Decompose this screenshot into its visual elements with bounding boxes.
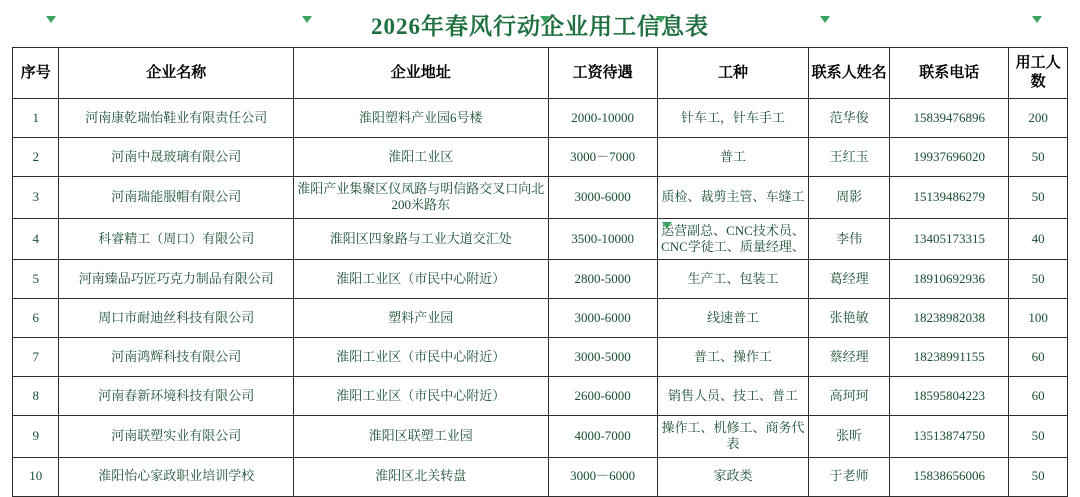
cell-contact-name: 李伟: [809, 218, 890, 260]
cell-phone: 13405173315: [890, 218, 1009, 260]
decorative-marker-icon: [1032, 16, 1042, 23]
cell-phone: 18910692936: [890, 260, 1009, 299]
cell-headcount: 200: [1009, 99, 1068, 138]
table-header-row: [13, 48, 1068, 99]
cell-company-address: 塑料产业园: [293, 299, 548, 338]
column-header-phone: 联系电话: [890, 48, 1009, 99]
cell-company-name: 科睿精工（周口）有限公司: [59, 218, 293, 260]
cell-headcount: 50: [1009, 457, 1068, 496]
cell-job-type: 线速普工: [657, 299, 809, 338]
cell-job-type: 质检、裁剪主管、车缝工: [657, 177, 809, 219]
column-header-company-address: 企业地址: [293, 48, 548, 99]
cell-index: 7: [13, 338, 59, 377]
cell-company-name: 河南鸿辉科技有限公司: [59, 338, 293, 377]
cell-wage: 3000-5000: [548, 338, 657, 377]
decorative-marker-icon: [820, 16, 830, 23]
cell-index: 9: [13, 416, 59, 458]
decorative-marker-icon: [46, 16, 56, 23]
cell-wage: 3000-6000: [548, 177, 657, 219]
cell-headcount: 100: [1009, 299, 1068, 338]
cell-contact-name: 蔡经理: [809, 338, 890, 377]
cell-index: 8: [13, 377, 59, 416]
cell-wage: 2600-6000: [548, 377, 657, 416]
cell-wage: 3500-10000: [548, 218, 657, 260]
cell-company-address: 淮阳工业区: [293, 138, 548, 177]
cell-contact-name: 张昕: [809, 416, 890, 458]
cell-contact-name: 范华俊: [809, 99, 890, 138]
cell-wage: 3000－7000: [548, 138, 657, 177]
cell-index: 5: [13, 260, 59, 299]
column-header-headcount: 用工人数: [1009, 48, 1068, 99]
cell-wage: 3000-6000: [548, 299, 657, 338]
decorative-marker-icon: [656, 16, 666, 23]
cell-company-name: 河南臻品巧匠巧克力制品有限公司: [59, 260, 293, 299]
decorative-marker-icon: [540, 16, 550, 23]
cell-index: 3: [13, 177, 59, 219]
cell-headcount: 50: [1009, 177, 1068, 219]
cell-index: 1: [13, 99, 59, 138]
cell-contact-name: 王红玉: [809, 138, 890, 177]
cell-phone: 18238991155: [890, 338, 1009, 377]
cell-phone: 19937696020: [890, 138, 1009, 177]
cell-company-name: 周口市耐迪丝科技有限公司: [59, 299, 293, 338]
cell-job-type: 普工: [657, 138, 809, 177]
decorative-marker-icon: [302, 16, 312, 23]
cell-job-type: 普工、操作工: [657, 338, 809, 377]
cell-company-name: 河南康乾瑞怡鞋业有限责任公司: [59, 99, 293, 138]
cell-company-address: 淮阳产业集聚区仪凤路与明信路交叉口向北200米路东: [293, 177, 548, 219]
cell-phone: 15839476896: [890, 99, 1009, 138]
cell-contact-name: 于老师: [809, 457, 890, 496]
cell-index: 4: [13, 218, 59, 260]
cell-wage: 4000-7000: [548, 416, 657, 458]
column-header-contact-name: 联系人姓名: [809, 48, 890, 99]
table-row: [13, 177, 1068, 219]
table-row: [13, 99, 1068, 138]
cell-headcount: 60: [1009, 338, 1068, 377]
cell-contact-name: 周影: [809, 177, 890, 219]
cell-job-type: 操作工、机修工、商务代表: [657, 416, 809, 458]
cell-phone: 18238982038: [890, 299, 1009, 338]
decorative-marker-icon: [662, 222, 672, 229]
cell-headcount: 50: [1009, 138, 1068, 177]
cell-wage: 2000-10000: [548, 99, 657, 138]
cell-index: 2: [13, 138, 59, 177]
cell-phone: 13513874750: [890, 416, 1009, 458]
cell-phone: 15838656006: [890, 457, 1009, 496]
table-row: [13, 416, 1068, 458]
cell-contact-name: 葛经理: [809, 260, 890, 299]
cell-company-address: 淮阳塑料产业园6号楼: [293, 99, 548, 138]
cell-job-type: 针车工，针车手工: [657, 99, 809, 138]
cell-contact-name: 张艳敏: [809, 299, 890, 338]
cell-wage: 3000－6000: [548, 457, 657, 496]
cell-job-type: 运营副总、CNC技术员、CNC学徒工、质量经理、: [657, 218, 809, 260]
cell-index: 6: [13, 299, 59, 338]
column-header-index: 序号: [13, 48, 59, 99]
cell-company-address: 淮阳工业区（市民中心附近）: [293, 338, 548, 377]
cell-phone: 18595804223: [890, 377, 1009, 416]
table-row: [13, 457, 1068, 496]
cell-headcount: 40: [1009, 218, 1068, 260]
column-header-job-type: 工种: [657, 48, 809, 99]
table-row: [13, 138, 1068, 177]
cell-company-name: 河南中晟玻璃有限公司: [59, 138, 293, 177]
cell-index: 10: [13, 457, 59, 496]
cell-company-name: 淮阳怡心家政职业培训学校: [59, 457, 293, 496]
cell-company-address: 淮阳区联塑工业园: [293, 416, 548, 458]
cell-headcount: 50: [1009, 260, 1068, 299]
table-row: [13, 338, 1068, 377]
cell-company-address: 淮阳区四象路与工业大道交汇处: [293, 218, 548, 260]
cell-headcount: 50: [1009, 416, 1068, 458]
cell-job-type: 销售人员、技工、普工: [657, 377, 809, 416]
column-header-wage: 工资待遇: [548, 48, 657, 99]
table-row: [13, 218, 1068, 260]
cell-company-name: 河南春新环境科技有限公司: [59, 377, 293, 416]
cell-wage: 2800-5000: [548, 260, 657, 299]
table-body: [13, 99, 1068, 497]
page-title: 2026年春风行动企业用工信息表: [371, 14, 709, 39]
cell-company-name: 河南瑞能服帽有限公司: [59, 177, 293, 219]
cell-company-address: 淮阳工业区（市民中心附近）: [293, 260, 548, 299]
table-row: [13, 299, 1068, 338]
cell-company-name: 河南联塑实业有限公司: [59, 416, 293, 458]
cell-phone: 15139486279: [890, 177, 1009, 219]
cell-contact-name: 高珂珂: [809, 377, 890, 416]
cell-job-type: 生产工、包装工: [657, 260, 809, 299]
employment-info-table: [12, 47, 1068, 497]
table-header: [13, 48, 1068, 99]
cell-job-type: 家政类: [657, 457, 809, 496]
cell-company-address: 淮阳工业区（市民中心附近）: [293, 377, 548, 416]
cell-headcount: 60: [1009, 377, 1068, 416]
column-header-company-name: 企业名称: [59, 48, 293, 99]
cell-company-address: 淮阳区北关转盘: [293, 457, 548, 496]
table-row: [13, 377, 1068, 416]
table-row: [13, 260, 1068, 299]
